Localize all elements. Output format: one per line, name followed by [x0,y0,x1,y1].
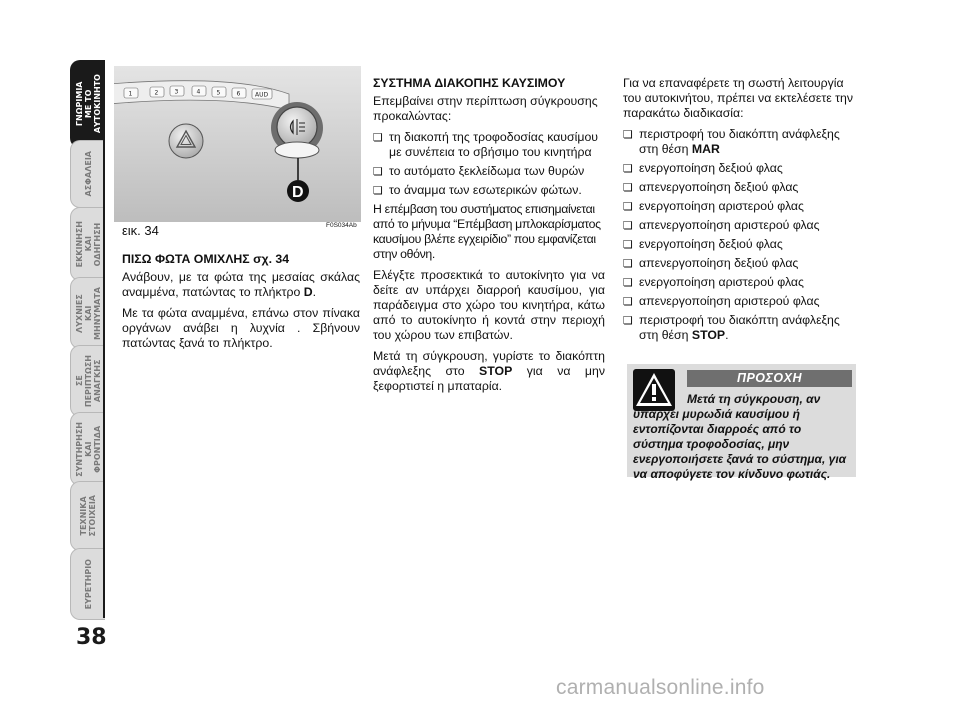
section-heading: ΠΙΣΩ ΦΩΤΑ ΟΜΙΧΛΗΣ σχ. 34 [122,252,290,266]
figure-caption: εικ. 34 [122,223,159,238]
key-name: STOP [479,364,513,378]
paragraph: Επεμβαίνει στην περίπτωση σύγκρουσης προκαλώντας: [373,94,598,123]
warning-title: ΠΡΟΣΟΧΗ [687,370,852,387]
radio-key-label: AUD [255,91,269,99]
tab-label: ΕΥΡΕΤΗΡΙΟ [83,558,93,610]
list-item-text: περιστροφή του διακόπτη ανάφλεξης στη θέση [639,127,840,156]
tab-getting-to-know-car[interactable] [70,60,105,148]
watermark: carmanualsonline.info [556,676,765,699]
radio-key-label: 4 [196,88,201,96]
paragraph-text: για να μην ξεφορτιστεί η μπαταρία. [373,364,606,393]
tab-label: ΓΝΩΡΙΜΙΑ ΜΕ ΤΟ ΑΥΤΟΚΙΝΗΤΟ [74,74,102,134]
section-heading: ΣΥΣΤΗΜΑ ΔΙΑΚΟΠΗΣ ΚΑΥΣΙΜΟΥ [373,76,566,90]
tab-label: ΑΣΦΑΛΕΙΑ [83,151,93,197]
radio-key-label: 1 [128,90,133,98]
list-item-text: περιστροφή του διακόπτη ανάφλεξης στη θέση [639,313,840,342]
list-item: ❏ ενεργοποίηση δεξιού φλας [623,161,859,176]
tab-safety[interactable] [70,140,105,208]
paragraph: Ελέγξτε προσεκτικά το αυτοκίνητο για να δείτε αν υπάρχει διαρροή καυσίμου, για παράδειγμα στο χώρο του κινητήρα, κάτω από το αυτοκίνητο ή κοντά στην περιοχή του χώρου των επιβατών. [373,268,605,342]
list-item: ❏ ενεργοποίηση αριστερού φλας [623,275,859,290]
list-item [623,127,859,157]
tab-index[interactable] [70,548,105,620]
bullet-list [373,130,605,198]
tab-label: ΕΚΚΙΝΗΣΗ ΚΑΙ ΟΔΗΓΗΣΗ [74,220,102,268]
tab-label: ΤΕΧΝΙΚΑ ΣΤΟΙΧΕΙΑ [79,495,97,537]
list-item: ❏ ενεργοποίηση αριστερού φλας [623,199,859,214]
paragraph: Η επέμβαση του συστήματος επισημαίνεται από το μήνυμα “Επέμβαση μπλοκαρίσματος καυσίμου βλέπε εγχειρίδιο” που εμφανίζεται στην οθόνη. [373,202,601,261]
radio-key-label: 6 [236,90,241,98]
tab-maintenance[interactable] [70,412,105,486]
key-name: D [303,285,313,299]
tab-divider [103,60,105,618]
callout-label: D [292,184,304,201]
paragraph [122,270,360,300]
warning-text: Μετά τη σύγκρουση, αν υπάρχει μυρωδιά καυσίμου ή εντοπίζονται διαρροές από το σύστημα τροφοδοσίας, μην ενεργοποιήσετε ξανά το σύστημα, για να αποφύγετε τον κίνδυνο φωτιάς. [633,392,847,481]
list-item: ❏ απενεργοποίηση δεξιού φλας [623,180,859,195]
list-item: ❏ απενεργοποίηση αριστερού φλας [623,218,859,233]
tab-starting-driving[interactable] [70,207,105,281]
procedure-list [623,127,859,343]
list-item: ❏ το αυτόματο ξεκλείδωμα των θυρών [373,164,605,179]
tab-emergency[interactable] [70,345,105,417]
column-rear-fog-lights [122,252,360,357]
column-reset-procedure [623,76,859,347]
list-item-text: . [725,328,729,342]
paragraph-text: Ανάβουν, με τα φώτα της μεσαίας σκάλας αναμμένα, πατώντας το πλήκτρο [122,270,360,299]
tab-label: ΛΥΧΝΙΕΣ ΚΑΙ ΜΗΝΥΜΑΤΑ [74,286,102,340]
tab-label: ΣΥΝΤΗΡΗΣΗ ΚΑΙ ΦΡΟΝΤΙΔΑ [74,421,102,477]
paragraph-text: . [312,285,317,299]
radio-key-label: 2 [154,89,159,97]
paragraph: Για να επαναφέρετε τη σωστή λειτουργία του αυτοκινήτου, πρέπει να εκτελέσετε την παρακάτω διαδικασία: [623,76,853,120]
key-name: STOP [691,328,726,342]
list-item: ❏ απενεργοποίηση δεξιού φλας [623,256,859,271]
paragraph-text: Μετά τη σύγκρουση, γυρίστε το διακόπτη ανάφλεξης στο [373,349,605,378]
tab-label: ΣΕ ΠΕΡΙΠΤΩΣΗ ΑΝΑΓΚΗΣ [74,354,102,408]
radio-key-label: 3 [174,88,179,96]
dashboard-illustration [114,66,361,222]
tab-technical-data[interactable] [70,481,105,551]
figure-fog-light-button [114,66,361,222]
paragraph: Με τα φώτα αναμμένα, επάνω στον πίνακα οργάνων ανάβει η λυχνία ⁠. Σβήνουν πατώντας ξανά το πλήκτρο. [122,306,360,350]
column-fuel-cutoff [373,76,605,400]
fog-light-button-icon [271,102,323,158]
paragraph [373,349,605,394]
warning-box [627,364,856,481]
list-item: ❏ το άναμμα των εσωτερικών φώτων. [373,183,605,198]
hazard-button-icon [169,124,203,158]
page-number: 38 [76,625,107,650]
list-item: ❏ τη διακοπή της τροφοδοσίας καυσίμου με συνέπεια το σβήσιμο του κινητήρα [373,130,605,160]
list-item [623,313,859,343]
key-name: MAR [691,142,720,156]
figure-code: F0S034Ab [326,222,357,229]
radio-key-label: 5 [216,89,221,97]
list-item: ❏ απενεργοποίηση αριστερού φλας [623,294,859,309]
tab-lights-messages[interactable] [70,277,105,349]
list-item: ❏ ενεργοποίηση δεξιού φλας [623,237,859,252]
